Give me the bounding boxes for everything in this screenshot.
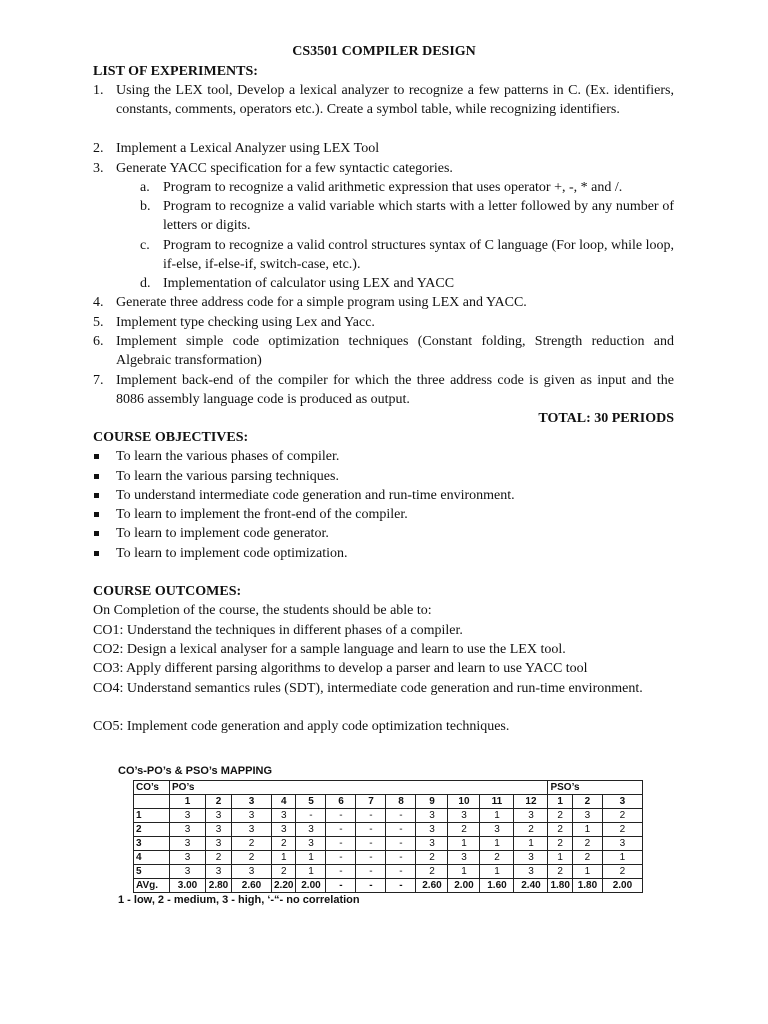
table-cell: - [356, 851, 386, 865]
table-cell: 3 [170, 837, 206, 851]
objective-item [93, 467, 339, 486]
table-cell: 3 [170, 865, 206, 879]
table-cell: 2 [272, 837, 296, 851]
table-number-row [134, 795, 643, 809]
pso-number: 3 [602, 795, 642, 809]
avg-cell: 1.80 [572, 879, 602, 893]
objective-item [93, 544, 348, 563]
po-number: 11 [480, 795, 514, 809]
avg-cell: 2.60 [232, 879, 272, 893]
experiment-text: Implement simple code optimization techniques (Constant folding, Strength reduction and Algebraic transformation) [116, 334, 674, 369]
table-cell: - [386, 823, 416, 837]
table-cell: 3 [448, 851, 480, 865]
outcome-item: CO3: Apply different parsing algorithms to develop a parser and learn to use YACC tool [93, 661, 588, 676]
table-cell: 2 [602, 809, 642, 823]
table-cell: 1 [296, 865, 326, 879]
co-label: 2 [134, 823, 170, 837]
subitem-text: Program to recognize a valid control structures syntax of C language (For loop, while loop, if-else, if-else-if, switch-case, etc.). [163, 238, 674, 273]
avg-cell: 2.80 [206, 879, 232, 893]
table-cell: 3 [572, 809, 602, 823]
objective-text: To learn the various parsing techniques. [116, 469, 339, 484]
table-cell: - [326, 809, 356, 823]
table-row [134, 865, 643, 879]
experiment-item [93, 159, 674, 178]
po-number: 2 [206, 795, 232, 809]
table-cell: 3 [416, 809, 448, 823]
avg-cell: 2.20 [272, 879, 296, 893]
outcome-item: CO5: Implement code generation and apply code optimization techniques. [93, 719, 510, 734]
mapping-rows [134, 809, 643, 879]
table-row [134, 809, 643, 823]
table-cell: 2 [572, 851, 602, 865]
table-cell: 1 [448, 837, 480, 851]
table-cell: 1 [272, 851, 296, 865]
co-label: 4 [134, 851, 170, 865]
table-cell: 2 [232, 837, 272, 851]
subitem-letter: c. [140, 238, 150, 253]
table-row [134, 823, 643, 837]
table-cell: 3 [272, 809, 296, 823]
avg-cell: 2.00 [448, 879, 480, 893]
outcome-item: CO1: Understand the techniques in different phases of a compiler. [93, 623, 463, 638]
experiment-number: 5. [93, 315, 104, 330]
subitem-text: Implementation of calculator using LEX and YACC [163, 276, 455, 291]
average-row [134, 879, 643, 893]
pso-number: 2 [572, 795, 602, 809]
table-cell: - [296, 809, 326, 823]
po-number: 9 [416, 795, 448, 809]
table-cell: 2 [602, 823, 642, 837]
subitem-text: Program to recognize a valid arithmetic expression that uses operator +, -, * and /. [163, 180, 623, 195]
table-cell: 3 [416, 837, 448, 851]
experiment-item [93, 332, 674, 371]
objective-text: To learn to implement code optimization. [116, 546, 348, 561]
table-cell: 3 [206, 865, 232, 879]
experiment-item [93, 293, 674, 312]
table-cell: 3 [514, 851, 548, 865]
table-cell: 2 [272, 865, 296, 879]
table-cell: 2 [514, 823, 548, 837]
objective-item [93, 524, 329, 543]
co-label: 5 [134, 865, 170, 879]
objective-item [93, 505, 408, 524]
table-cell: 3 [416, 823, 448, 837]
table-cell: - [356, 823, 386, 837]
total-periods: TOTAL: 30 PERIODS [538, 411, 674, 426]
table-cell: - [356, 837, 386, 851]
experiment-number: 6. [93, 334, 104, 349]
outcomes-heading: COURSE OUTCOMES: [93, 584, 242, 599]
objective-text: To learn the various phases of compiler. [116, 449, 340, 464]
experiment-subitem [140, 197, 674, 236]
avg-cell: 3.00 [170, 879, 206, 893]
bullet-icon [94, 493, 99, 498]
table-cell: 3 [514, 865, 548, 879]
table-cell: - [386, 865, 416, 879]
experiment-subitem [140, 274, 674, 293]
table-cell: 2 [448, 823, 480, 837]
table-cell: 2 [416, 865, 448, 879]
avg-cell: - [386, 879, 416, 893]
table-cell: 1 [480, 865, 514, 879]
table-cell: 2 [548, 823, 572, 837]
table-cell: 3 [232, 865, 272, 879]
table-cell: 2 [206, 851, 232, 865]
co-label: 3 [134, 837, 170, 851]
experiment-item [93, 81, 674, 120]
po-number: 1 [170, 795, 206, 809]
pso-number: 1 [548, 795, 572, 809]
experiment-text: Implement type checking using Lex and Yacc. [116, 315, 375, 330]
avg-cell: 2.60 [416, 879, 448, 893]
experiment-item [93, 371, 674, 410]
experiment-number: 4. [93, 295, 104, 310]
table-cell: 3 [296, 823, 326, 837]
table-cell: 3 [232, 809, 272, 823]
table-cell: 3 [170, 851, 206, 865]
experiment-text: Generate three address code for a simple program using LEX and YACC. [116, 295, 527, 310]
table-cell: 3 [170, 823, 206, 837]
table-cell: 3 [448, 809, 480, 823]
table-cell: - [386, 851, 416, 865]
objective-text: To understand intermediate code generation and run-time environment. [116, 488, 515, 503]
table-cell: 3 [206, 809, 232, 823]
table-cell: 2 [232, 851, 272, 865]
table-cell: 2 [602, 865, 642, 879]
table-cell: - [326, 823, 356, 837]
bullet-icon [94, 474, 99, 479]
table-cell: 1 [548, 851, 572, 865]
table-cell: 2 [416, 851, 448, 865]
table-cell: 3 [296, 837, 326, 851]
table-header-row [134, 781, 643, 795]
experiment-item [93, 313, 674, 332]
avg-cell: - [326, 879, 356, 893]
experiment-text: Generate YACC specification for a few syntactic categories. [116, 161, 453, 176]
table-cell: - [326, 837, 356, 851]
experiment-number: 1. [93, 83, 104, 98]
table-cell: 1 [480, 809, 514, 823]
objective-item [93, 447, 339, 466]
table-cell: 1 [480, 837, 514, 851]
avg-cell: 1.80 [548, 879, 572, 893]
pso-group-label: PSO’s [548, 781, 642, 795]
table-cell: 2 [480, 851, 514, 865]
table-cell: - [386, 837, 416, 851]
table-cell: 1 [296, 851, 326, 865]
subitem-letter: a. [140, 180, 150, 195]
table-cell: 3 [514, 809, 548, 823]
experiment-subitem [140, 236, 674, 275]
table-cell: - [326, 865, 356, 879]
bullet-icon [94, 512, 99, 517]
corner-label: CO’s [134, 781, 170, 795]
avg-cell: 2.40 [514, 879, 548, 893]
po-number: 8 [386, 795, 416, 809]
experiment-subitem [140, 178, 674, 197]
mapping-title: CO’s-PO’s & PSO’s MAPPING [118, 765, 273, 777]
table-cell: 3 [206, 837, 232, 851]
objective-item [93, 486, 515, 505]
outcome-item: CO4: Understand semantics rules (SDT), intermediate code generation and run-time environment. [93, 681, 643, 696]
table-cell: 2 [548, 837, 572, 851]
table-cell: - [356, 865, 386, 879]
experiment-text: Using the LEX tool, Develop a lexical analyzer to recognize a few patterns in C. (Ex. identifiers, constants, comments, operators etc.). Create a symbol table, while recognizing identifiers. [116, 83, 674, 118]
po-group-label: PO’s [170, 781, 548, 795]
table-cell: 2 [548, 809, 572, 823]
objective-text: To learn to implement code generator. [116, 526, 329, 541]
table-cell: 1 [572, 823, 602, 837]
table-cell: 1 [602, 851, 642, 865]
po-number: 5 [296, 795, 326, 809]
experiment-text: Implement a Lexical Analyzer using LEX Tool [116, 141, 380, 156]
avg-cell: - [356, 879, 386, 893]
table-cell: 3 [480, 823, 514, 837]
mapping-table [133, 780, 643, 893]
average-label: AVg. [134, 879, 170, 893]
objective-text: To learn to implement the front-end of the compiler. [116, 507, 408, 522]
po-number: 12 [514, 795, 548, 809]
table-cell: 3 [602, 837, 642, 851]
co-label: 1 [134, 809, 170, 823]
mapping-legend: 1 - low, 2 - medium, 3 - high, ‘-“- no correlation [118, 894, 360, 906]
bullet-icon [94, 454, 99, 459]
objectives-heading: COURSE OBJECTIVES: [93, 430, 249, 445]
table-cell: - [356, 809, 386, 823]
po-number: 4 [272, 795, 296, 809]
table-row [134, 851, 643, 865]
table-cell: - [386, 809, 416, 823]
experiment-number: 7. [93, 373, 104, 388]
table-cell: 1 [448, 865, 480, 879]
subitem-text: Program to recognize a valid variable which starts with a letter followed by any number of letters or digits. [163, 199, 674, 234]
table-row [134, 837, 643, 851]
bullet-icon [94, 531, 99, 536]
experiment-number: 2. [93, 141, 104, 156]
experiment-item [93, 139, 674, 158]
outcomes-intro: On Completion of the course, the students should be able to: [93, 603, 432, 618]
avg-cell: 2.00 [296, 879, 326, 893]
po-number: 10 [448, 795, 480, 809]
subitem-letter: b. [140, 199, 151, 214]
avg-cell: 2.00 [602, 879, 642, 893]
subitem-letter: d. [140, 276, 151, 291]
table-cell: 3 [170, 809, 206, 823]
po-number: 7 [356, 795, 386, 809]
experiment-number: 3. [93, 161, 104, 176]
bullet-icon [94, 551, 99, 556]
po-number: 6 [326, 795, 356, 809]
avg-cell: 1.60 [480, 879, 514, 893]
table-cell: 3 [272, 823, 296, 837]
experiment-text: Implement back-end of the compiler for which the three address code is given as input and the 8086 assembly language code is produced as output. [116, 373, 674, 408]
table-cell: 2 [548, 865, 572, 879]
outcome-item: CO2: Design a lexical analyser for a sample language and learn to use the LEX tool. [93, 642, 566, 657]
po-number: 3 [232, 795, 272, 809]
table-cell [134, 795, 170, 809]
table-cell: 1 [572, 865, 602, 879]
experiments-heading: LIST OF EXPERIMENTS: [93, 64, 258, 79]
table-cell: 3 [232, 823, 272, 837]
page-title: CS3501 COMPILER DESIGN [292, 44, 476, 59]
mapping-section [118, 764, 658, 907]
table-cell: 1 [514, 837, 548, 851]
table-cell: - [326, 851, 356, 865]
table-cell: 3 [206, 823, 232, 837]
table-cell: 2 [572, 837, 602, 851]
